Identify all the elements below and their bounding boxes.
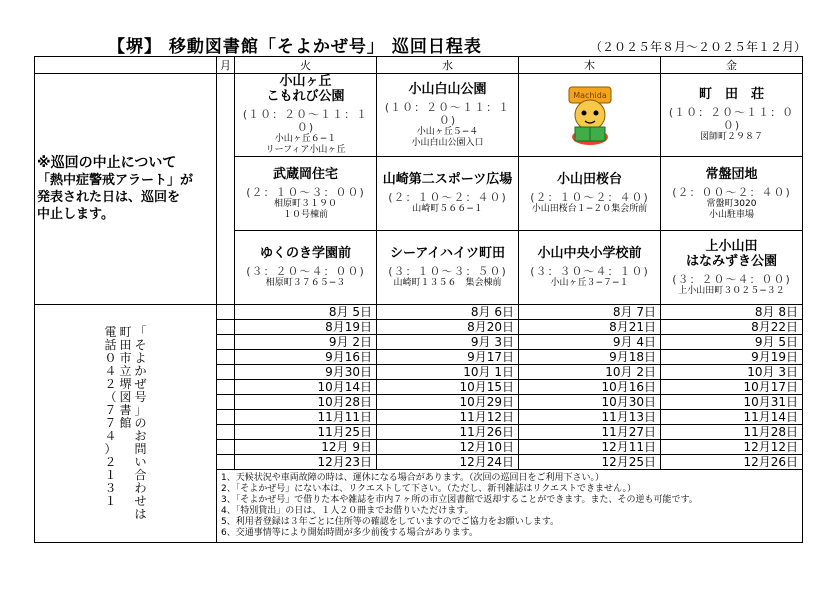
visit-date: 8月 8日: [661, 305, 803, 320]
stop-name: 小山中央小学校前: [537, 246, 642, 261]
stop-name: シーアイハイツ町田: [390, 246, 505, 261]
stop-name: 上小山田: [705, 238, 758, 254]
stop-notice-line: 発表された日は、巡回を: [37, 190, 181, 205]
notes: [217, 470, 803, 543]
stop-address: 小山駐車場: [708, 209, 754, 220]
stop-notice-heading: ※巡回の中止について: [37, 155, 177, 171]
month-cell: [217, 395, 235, 410]
visit-date: 8月 6日: [377, 305, 519, 320]
stop-name: 常盤団地: [705, 166, 758, 182]
stop-cell: [235, 157, 377, 231]
visit-date: 11月14日: [661, 410, 803, 425]
note-item: 4、「特別貸出」の日は、１人２０冊までお借りいただけます。: [221, 506, 474, 516]
stop-cell: [235, 231, 377, 305]
stop-cell: [661, 157, 803, 231]
visit-date: 9月 2日: [235, 335, 377, 350]
visit-date: 9月 5日: [661, 335, 803, 350]
stop-notice-line: 中止します。: [37, 207, 114, 222]
visit-date: 11月26日: [377, 425, 519, 440]
visit-date: 10月17日: [661, 380, 803, 395]
visit-date: 11月11日: [235, 410, 377, 425]
visit-date: 10月28日: [235, 395, 377, 410]
stop-address: 小山白山公園入口: [411, 137, 484, 148]
stop-name: 武蔵岡住宅: [272, 166, 338, 182]
stop-cell: [377, 157, 519, 231]
month-cell: [217, 410, 235, 425]
stop-name: ゆくのき学園前: [259, 246, 351, 261]
day-header-thu: 木: [519, 57, 661, 74]
visit-date: 8月20日: [377, 320, 519, 335]
day-header-fri: 金: [661, 57, 803, 74]
stop-notice: [35, 74, 217, 305]
corner-cell: [35, 57, 217, 74]
contact-column: 町 田 市 立 堺 図 書 館: [119, 325, 132, 430]
contact-info: [35, 305, 217, 543]
stop-address: 山崎町５６６−１: [412, 204, 483, 214]
stop-cell: [519, 74, 661, 157]
month-cell: [217, 350, 235, 365]
stop-time: (１０：２０〜１１：１０): [242, 108, 369, 134]
stop-cell: [377, 231, 519, 305]
schedule-period: （２０２５年８月〜２０２５年１２月）: [590, 40, 807, 54]
visit-date: 8月 5日: [235, 305, 377, 320]
stop-address: 相原町３１９０: [273, 198, 337, 209]
stop-time: (３：２０〜４：００): [672, 272, 791, 286]
visit-date: 10月16日: [519, 380, 661, 395]
visit-date: 10月14日: [235, 380, 377, 395]
stop-notice-line: 「熱中症警戒アラート」が: [37, 173, 194, 188]
visit-date: 12月10日: [377, 440, 519, 455]
note-item: 5、利用者登録は３年ごとに住所等の確認をしていますのでご協力をお願いします。: [221, 517, 560, 527]
day-header-wed: 水: [377, 57, 519, 74]
visit-date: 11月13日: [519, 410, 661, 425]
stop-name: 小山白山公園: [408, 81, 487, 97]
month-cell: [217, 440, 235, 455]
stop-name: こもれび公園: [266, 89, 345, 104]
visit-date: 8月21日: [519, 320, 661, 335]
note-item: 3、「そよかぜ号」で借りた本や雑誌を市内７ヶ所の市立図書館で返却することができます。また、その逆も可能です。: [221, 495, 698, 505]
stop-time: (２：００〜２：４０): [672, 185, 791, 199]
stop-address: 小山ヶ丘５−４: [416, 126, 479, 137]
visit-date: 8月22日: [661, 320, 803, 335]
month-header: 月: [217, 57, 235, 74]
stop-row: [35, 74, 803, 157]
stop-address: リーフィア小山ヶ丘: [265, 145, 346, 155]
visit-date: 10月31日: [661, 395, 803, 410]
visit-date: 10月29日: [377, 395, 519, 410]
stop-cell: [519, 231, 661, 305]
visit-date: 12月11日: [519, 440, 661, 455]
visit-date: 11月27日: [519, 425, 661, 440]
visit-date: 10月 3日: [661, 365, 803, 380]
stop-address: 常盤町3020: [706, 198, 757, 209]
stop-cell: [661, 231, 803, 305]
page-title: 【堺】 移動図書館「そよかぜ号」 巡回日程表: [108, 37, 482, 57]
stop-address: 小山田桜台１−２０集会所前: [531, 204, 648, 214]
visit-date: 12月23日: [235, 455, 377, 470]
stop-time: (３：１０〜３：５０): [388, 265, 507, 278]
stop-address: 小山ヶ丘６−１: [274, 134, 337, 144]
visit-date: 11月25日: [235, 425, 377, 440]
stop-time: (１０：２０〜１１：００): [668, 106, 795, 132]
stop-time: (３：２０〜４：００): [246, 265, 365, 278]
stop-name: 小山田桜台: [556, 172, 622, 187]
stop-name: 山崎第二スポーツ広場: [382, 172, 513, 187]
visit-date: 11月28日: [661, 425, 803, 440]
month-cell: [217, 365, 235, 380]
visit-date: 9月18日: [519, 350, 661, 365]
stop-time: (２：１０〜３：００): [246, 185, 365, 199]
stop-time: (３：３０〜４：１０): [530, 265, 649, 278]
month-cell: [217, 335, 235, 350]
note-item: 6、交通事情等により開始時間が多少前後する場合があります。: [221, 528, 479, 538]
month-cell: [217, 455, 235, 470]
month-cell: [217, 305, 235, 320]
date-row: [35, 305, 803, 320]
stop-name: 小山ヶ丘: [279, 74, 332, 89]
stop-time: (２：１０〜２：４０): [388, 191, 507, 204]
visit-date: 11月12日: [377, 410, 519, 425]
visit-date: 8月 7日: [519, 305, 661, 320]
visit-date: 12月26日: [661, 455, 803, 470]
visit-date: 10月15日: [377, 380, 519, 395]
stop-cell: [661, 74, 803, 157]
visit-date: 9月30日: [235, 365, 377, 380]
stop-address: １０号棟前: [282, 209, 328, 220]
stop-address: 図師町２９８７: [699, 132, 763, 142]
month-cell: [217, 380, 235, 395]
visit-date: 12月12日: [661, 440, 803, 455]
stop-cell: [377, 74, 519, 157]
schedule-table: [34, 56, 803, 543]
stop-address: 山崎町１３５６ 集会棟前: [393, 278, 502, 288]
month-cell: [217, 320, 235, 335]
stop-time: (１０：２０〜１１：１０): [384, 100, 511, 127]
stop-cell: [235, 74, 377, 157]
stop-name: はなみずき公園: [685, 253, 777, 269]
visit-date: 9月17日: [377, 350, 519, 365]
contact-column: 電 話 ０ ４ ２ （ ７ ７ ４ ） ２ １ ３ １: [104, 325, 117, 508]
visit-date: 10月30日: [519, 395, 661, 410]
visit-date: 12月 9日: [235, 440, 377, 455]
visit-date: 9月 3日: [377, 335, 519, 350]
stop-address: 相原町３７６５−３: [265, 278, 346, 288]
header-row: [35, 57, 803, 74]
note-item: 1、天候状況や車両故障の時は、運休になる場合があります。（次回の巡回日をご利用下さい。）: [221, 473, 605, 483]
note-item: 2、「そよかぜ号」にない本は、リクエストして下さい。（ただし、新刊雑誌はリクエストできません。）: [221, 484, 637, 494]
visit-date: 9月19日: [661, 350, 803, 365]
stop-time: (２：１０〜２：４０): [530, 191, 649, 204]
visit-date: 9月 4日: [519, 335, 661, 350]
stop-cell: [519, 157, 661, 231]
visit-date: 12月25日: [519, 455, 661, 470]
month-cell: [217, 74, 235, 305]
visit-date: 10月 1日: [377, 365, 519, 380]
visit-date: 8月19日: [235, 320, 377, 335]
visit-date: 9月16日: [235, 350, 377, 365]
day-header-tue: 火: [235, 57, 377, 74]
contact-column: 「 そ よ か ぜ 号 」 の お 問 い 合 わ せ は: [134, 325, 147, 521]
stop-name: 町 田 荘: [698, 87, 764, 102]
visit-date: 10月 2日: [519, 365, 661, 380]
mascot-illustration: [555, 83, 625, 147]
mascot-hat-label: Machida: [572, 91, 607, 100]
stop-address: 上小山田町３０２５−３２: [678, 285, 785, 296]
month-cell: [217, 425, 235, 440]
stop-address: 小山ヶ丘３−７−１: [550, 278, 629, 288]
visit-date: 12月24日: [377, 455, 519, 470]
